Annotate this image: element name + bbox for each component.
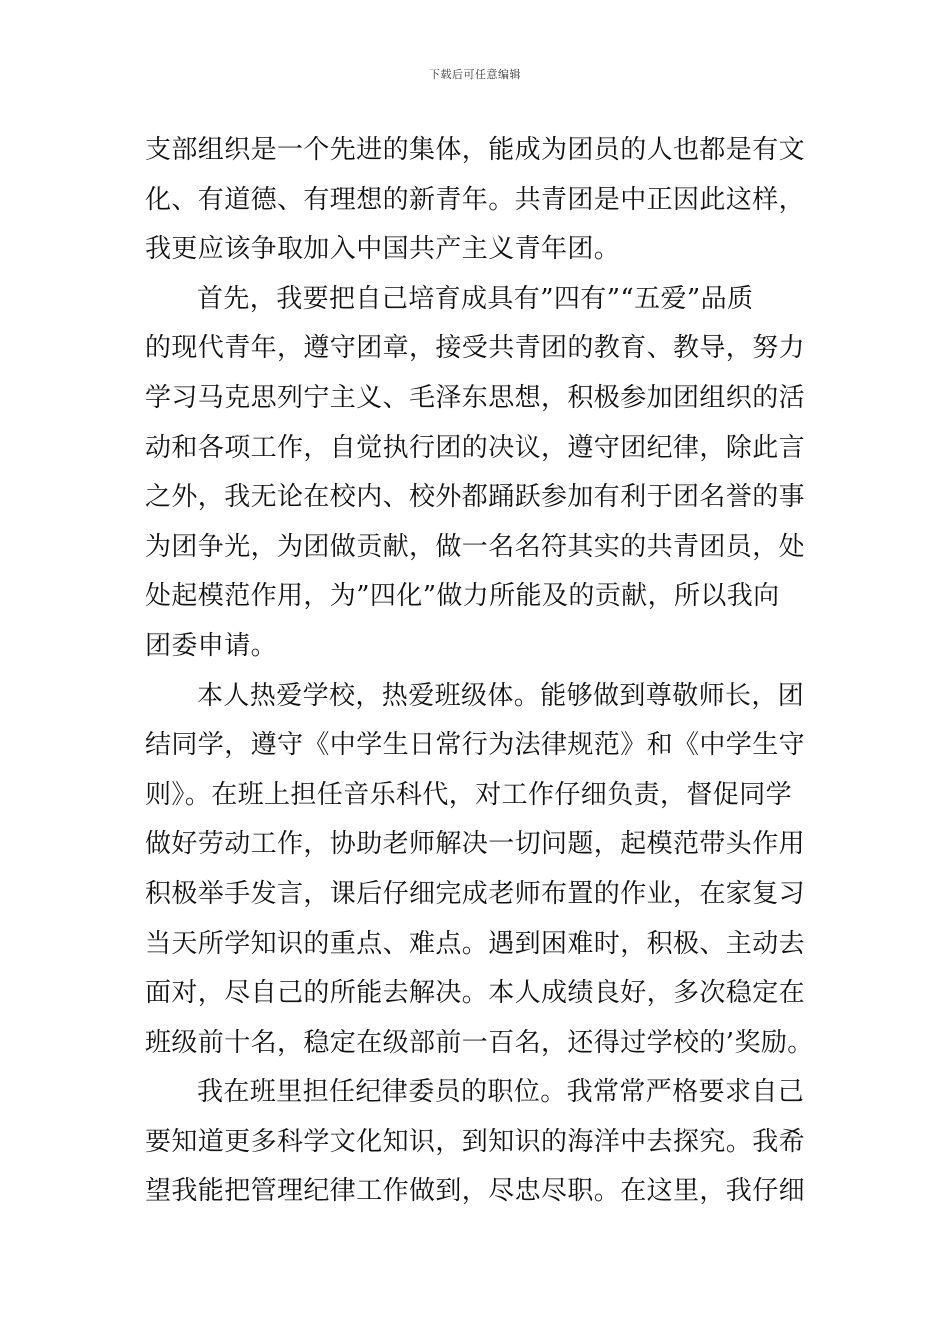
text-line: 化、有道德、有理想的新青年。共青团是中正因此这样， [145,184,806,215]
text-line: 班级前十名，稳定在级部前一百名，还得过学校的’奖励。 [145,1027,814,1058]
text-line: 动和各项工作，自觉执行团的决议，遵守团纪律，除此言 [145,432,806,463]
text-line: 之外，我无论在校内、校外都踊跃参加有利于团名誉的事 [145,482,806,513]
page-header-note: 下载后可任意编辑 [429,68,521,81]
text-line: 我更应该争取加入中国共产主义青年团。 [145,234,621,265]
text-line: 团委申请。 [145,630,278,661]
text-line: 要知道更多科学文化知识，到知识的海洋中去探究。我希 [145,1126,806,1157]
text-line: 学习马克思列宁主义、毛泽东思想，积极参加团组织的活 [145,382,806,413]
text-line: 积极举手发言，课后仔细完成老师布置的作业，在家复习 [145,878,806,909]
text-line: 当天所学知识的重点、难点。遇到困难时，积极、主动去 [145,928,806,959]
text-line: 面对，尽自己的所能去解决。本人成绩良好，多次稳定在 [145,978,806,1009]
text-line: 则》。在班上担任音乐科代，对工作仔细负责，督促同学 [145,779,793,810]
text-line: 本人热爱学校，热爱班级体。能够做到尊敬师长，团 [197,680,805,711]
text-line: 处起模范作用，为”四化”做力所能及的贡献，所以我向 [145,581,780,612]
document-body [145,126,814,1217]
text-line: 为团争光，为团做贡献，做一名名符其实的共青团员，处 [145,531,806,562]
text-line: 望我能把管理纪律工作做到，尽忠尽职。在这里，我仔细 [145,1176,806,1207]
text-line: 结同学，遵守《中学生日常行为法律规范》和《中学生守 [145,730,806,761]
text-line: 支部组织是一个先进的集体，能成为团员的人也都是有文 [145,135,806,165]
text-line: 首先，我要把自己培育成具有”四有”“五爱”品质 [197,283,754,314]
text-line: 做好劳动工作，协助老师解决一切问题，起模范带头作用 [145,829,806,860]
text-line: 我在班里担任纪律委员的职位。我常常严格要求自己 [197,1077,805,1108]
text-line: 的现代青年，遵守团章，接受共青团的教育、教导，努力 [145,333,806,364]
